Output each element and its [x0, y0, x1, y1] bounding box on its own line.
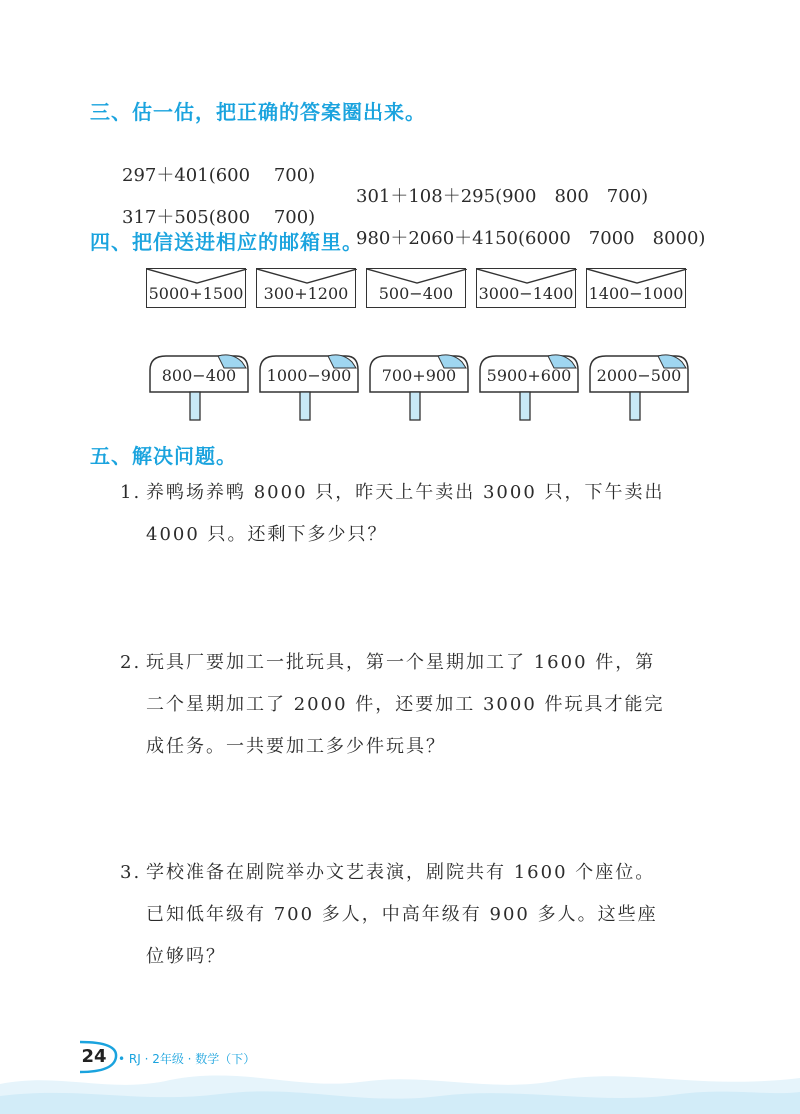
envelope[interactable] [146, 268, 246, 308]
estimate-item: 301＋108＋295(900 800 700) [356, 186, 649, 207]
mailbox-row [146, 350, 706, 430]
problem-text-line: 已知低年级有 700 多人，中高年级有 900 多人。这些座 [146, 904, 658, 925]
mailbox[interactable] [256, 350, 362, 422]
problem-text-line: 成任务。一共要加工多少件玩具？ [146, 736, 446, 757]
envelope-expression: 300+1200 [263, 284, 349, 303]
mailbox-icon [366, 350, 472, 422]
problem-number: 3. [120, 862, 142, 883]
envelope[interactable] [256, 268, 356, 308]
envelope-expression: 1400−1000 [588, 284, 684, 303]
mailbox-icon [146, 350, 252, 422]
envelope[interactable] [476, 268, 576, 308]
problem-text-line: 位够吗？ [146, 946, 226, 967]
problem-number: 1. [120, 482, 142, 503]
problem-text-line: 玩具厂要加工一批玩具，第一个星期加工了 1600 件，第 [146, 652, 656, 673]
problem-3 [120, 852, 720, 978]
estimate-item: 297＋401(600 700) [122, 165, 316, 186]
problem-2 [120, 642, 720, 768]
estimate-item: 980＋2060＋4150(6000 7000 8000) [356, 228, 706, 249]
envelope-row [146, 268, 706, 312]
mailbox[interactable] [476, 350, 582, 422]
mailbox-expression: 800−400 [161, 366, 237, 385]
envelope-expression: 5000+1500 [148, 284, 244, 303]
mailbox-expression: 700+900 [381, 366, 457, 385]
mailbox-expression: 2000−500 [596, 366, 682, 385]
mailbox[interactable] [586, 350, 692, 422]
mailbox-expression: 5900+600 [486, 366, 572, 385]
estimate-item: 317＋505(800 700) [122, 207, 316, 228]
envelope-expression: 3000−1400 [478, 284, 574, 303]
envelope[interactable] [586, 268, 686, 308]
problem-number: 2. [120, 652, 142, 673]
problem-1 [120, 472, 720, 556]
footer-book-info: • RJ · 2年级 · 数学（下） [118, 1052, 256, 1066]
mailbox-icon [586, 350, 692, 422]
mailbox-expression: 1000−900 [266, 366, 352, 385]
problem-text-line: 养鸭场养鸭 8000 只，昨天上午卖出 3000 只，下午卖出 [146, 482, 665, 503]
page-number: 24 [81, 1046, 107, 1067]
problem-text-line: 4000 只。还剩下多少只？ [146, 524, 388, 545]
section-5-heading: 五、解决问题。 [90, 444, 237, 468]
problem-text-line: 二个星期加工了 2000 件，还要加工 3000 件玩具才能完 [146, 694, 665, 715]
envelope[interactable] [366, 268, 466, 308]
mailbox-icon [476, 350, 582, 422]
envelope-expression: 500−400 [378, 284, 454, 303]
mailbox[interactable] [146, 350, 252, 422]
problem-text-line: 学校准备在剧院举办文艺表演，剧院共有 1600 个座位。 [146, 862, 656, 883]
section-3-heading: 三、估一估，把正确的答案圈出来。 [90, 100, 426, 124]
mailbox[interactable] [366, 350, 472, 422]
section-4-heading: 四、把信送进相应的邮箱里。 [90, 230, 363, 254]
mailbox-icon [256, 350, 362, 422]
